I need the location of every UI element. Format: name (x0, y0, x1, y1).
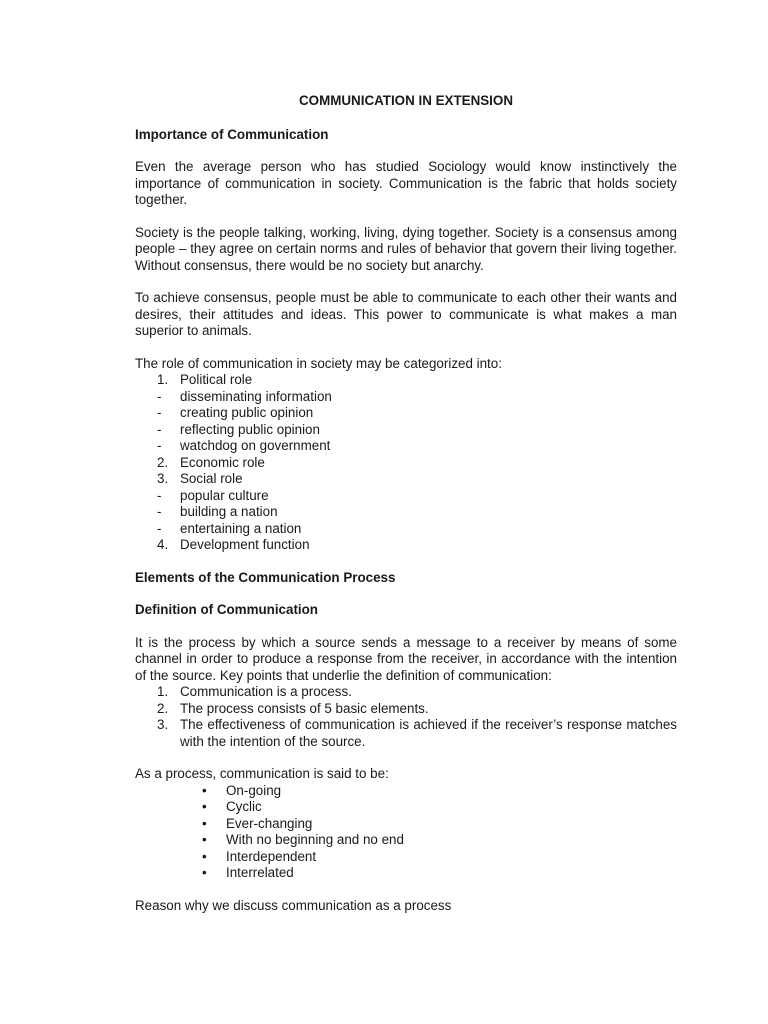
list-item (135, 405, 677, 422)
list-item-text: Communication is a process. (180, 684, 352, 699)
list-item-text: On-going (226, 782, 282, 798)
bullet-icon: • (202, 815, 207, 831)
list-marker: 4. (157, 537, 169, 552)
list-item (135, 455, 677, 472)
section-heading-elements: Elements of the Communication Process (135, 569, 396, 585)
list-marker: 1. (157, 372, 169, 387)
key-points-list (135, 684, 677, 750)
list-item-text: Development function (180, 537, 310, 552)
list-item-text: creating public opinion (180, 405, 314, 420)
bullet-icon: • (202, 865, 207, 880)
roles-list (135, 372, 677, 554)
list-item (135, 422, 677, 439)
bullet-icon: • (202, 782, 207, 798)
list-marker: - (157, 438, 162, 453)
list-item (135, 799, 677, 816)
list-marker: - (157, 504, 162, 519)
list-item-text: Cyclic (226, 799, 262, 814)
list-item (135, 438, 677, 455)
list-marker: 3. (157, 471, 169, 486)
list-item (135, 389, 677, 406)
list-item (135, 684, 677, 701)
list-marker: 2. (157, 454, 169, 470)
list-item-text: popular culture (180, 487, 269, 503)
list-marker: - (157, 388, 162, 404)
list-item-text: Ever-changing (226, 815, 313, 831)
list-item (135, 537, 677, 554)
list-item-text: entertaining a nation (180, 520, 302, 536)
list-item-text: Political role (180, 372, 253, 387)
list-item (135, 783, 677, 800)
list-marker: - (157, 405, 162, 420)
list-item-text: Economic role (180, 454, 265, 470)
section-heading-definition: Definition of Communication (135, 602, 318, 617)
list-item (135, 816, 677, 833)
list-item (135, 521, 677, 538)
list-marker: 3. (157, 717, 169, 732)
roles-intro: The role of communication in society may be categorized into: (135, 355, 502, 371)
list-item (135, 488, 677, 505)
list-item (135, 832, 677, 849)
bullet-icon: • (202, 848, 207, 864)
list-marker: 1. (157, 684, 169, 699)
list-item (135, 717, 677, 750)
document-title: COMMUNICATION IN EXTENSION (298, 93, 513, 108)
list-item-text: Interdependent (226, 848, 317, 864)
list-marker: - (157, 421, 162, 437)
paragraph-definition: It is the process by which a source sends a message to a receiver by means of some channel in order to produce a response from the receiver, in accordance with the intention of the source. Key points that underlie the definition of communication: (135, 634, 677, 683)
paragraph-society: Society is the people talking, working, living, dying together. Society is a consensus among people – they agree on certain norms and rules of behavior that govern their living together. Without consensus, there would be no society but anarchy. (135, 224, 677, 273)
list-marker: 2. (157, 700, 169, 716)
paragraph-sociology: Even the average person who has studied Sociology would know instinctively the importance of communication in society. Communication is the fabric that holds society together. (135, 159, 677, 207)
list-item (135, 849, 677, 866)
list-item-text: The process consists of 5 basic elements. (180, 700, 429, 716)
list-item-text: Interrelated (226, 865, 294, 880)
list-item-text: reflecting public opinion (180, 421, 320, 437)
section-heading-importance: Importance of Communication (135, 126, 329, 142)
list-marker: - (157, 520, 162, 536)
list-item (135, 701, 677, 718)
bullet-icon: • (202, 832, 207, 847)
paragraph-consensus: To achieve consensus, people must be able to communicate to each other their wants and desires, their attitudes and ideas. This power to communicate is what makes a man superior to animals. (135, 290, 677, 338)
list-item-text: The effectiveness of communication is achieved if the receiver’s response matches with the intention of the source. (180, 717, 677, 749)
list-item-text: watchdog on government (180, 438, 331, 453)
list-item-text: building a nation (180, 504, 278, 519)
document-page (135, 93, 677, 930)
list-item (135, 865, 677, 882)
list-item (135, 504, 677, 521)
process-traits-list (135, 783, 677, 882)
list-item-text: With no beginning and no end (226, 832, 404, 847)
list-item (135, 372, 677, 389)
list-item (135, 471, 677, 488)
list-item-text: Social role (180, 471, 243, 486)
process-intro: As a process, communication is said to be: (135, 766, 389, 781)
list-item-text: disseminating information (180, 388, 332, 404)
bullet-icon: • (202, 799, 207, 814)
list-marker: - (157, 487, 162, 503)
closing-line: Reason why we discuss communication as a process (135, 897, 452, 913)
